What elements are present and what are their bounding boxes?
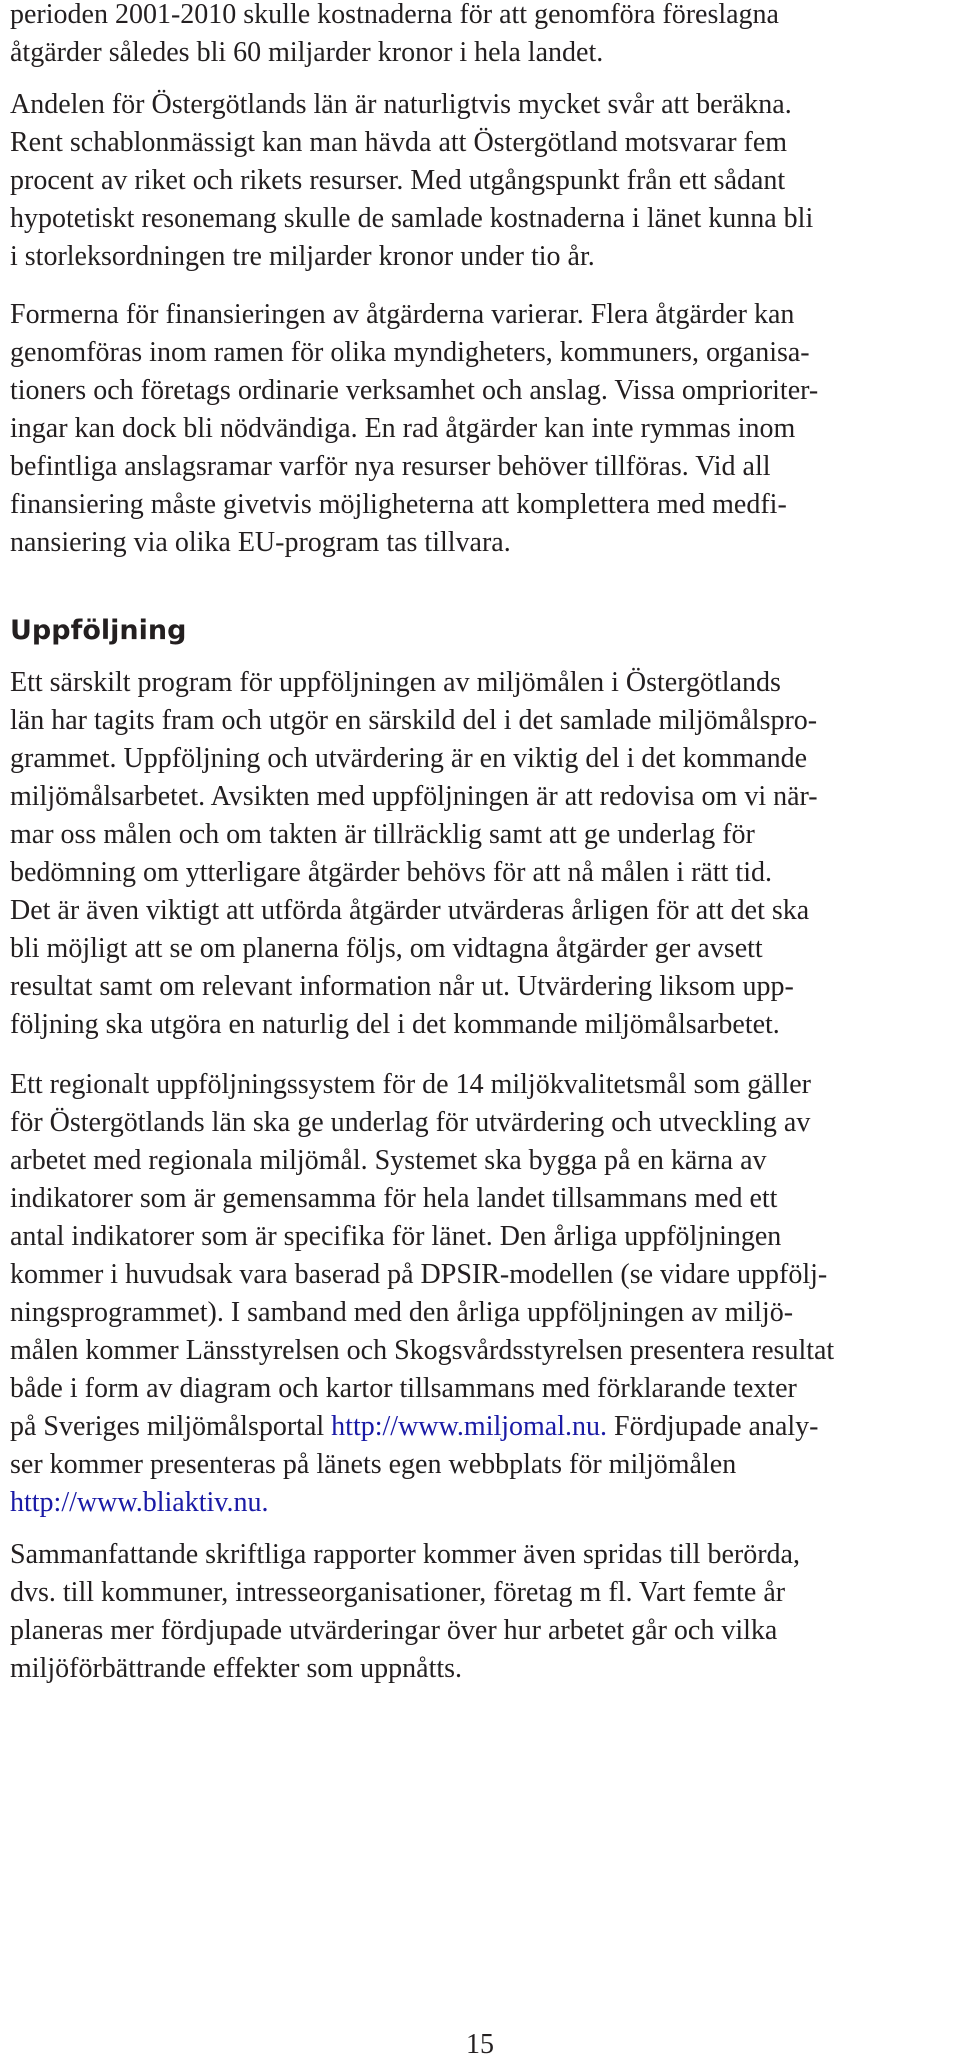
text-line: dvs. till kommuner, intresseorganisationer, företag m fl. Vart femte år <box>10 1577 786 1608</box>
text-line: Formerna för finansieringen av åtgärderna varierar. Flera åtgärder kan <box>10 299 795 330</box>
text-line: ser kommer presenteras på länets egen webbplats för miljömålen <box>10 1449 737 1480</box>
text-line: genomföras inom ramen för olika myndigheters, kommuners, organisa- <box>10 337 810 368</box>
text-line: finansiering måste givetvis möjligheterna att komplettera med medfi- <box>10 489 787 520</box>
text-line: grammet. Uppföljning och utvärdering är en viktig del i det kommande <box>10 743 808 774</box>
page-number: 15 <box>466 2029 494 2060</box>
text-line: följning ska utgöra en naturlig del i det kommande miljömålsarbetet. <box>10 1009 780 1040</box>
text-line: arbetet med regionala miljömål. Systemet ska bygga på en kärna av <box>10 1145 767 1176</box>
paragraph-ostergotland-share <box>10 86 813 276</box>
text-line: ingar kan dock bli nödvändiga. En rad åtgärder kan inte rymmas inom <box>10 413 796 444</box>
text-line: tioners och företags ordinarie verksamhet och anslag. Vissa omprioriter- <box>10 375 819 406</box>
text-line: indikatorer som är gemensamma för hela landet tillsammans med ett <box>10 1183 778 1214</box>
text-line: åtgärder således bli 60 miljarder kronor i hela landet. <box>10 37 604 68</box>
text-line: antal indikatorer som är specifika för länet. Den årliga uppföljningen <box>10 1221 782 1252</box>
text-line: perioden 2001-2010 skulle kostnaderna för att genomföra föreslagna <box>10 0 779 30</box>
text-line: miljöförbättrande effekter som uppnåtts. <box>10 1653 463 1684</box>
text-line: Sammanfattande skriftliga rapporter kommer även spridas till berörda, <box>10 1539 800 1570</box>
text-line: Ett regionalt uppföljningssystem för de 14 miljökvalitetsmål som gäller <box>10 1069 811 1100</box>
text-line: mar oss målen och om takten är tillräcklig samt att ge underlag för <box>10 819 755 850</box>
text-line: planeras mer fördjupade utvärderingar över hur arbetet går och vilka <box>10 1615 778 1646</box>
text-line: Rent schablonmässigt kan man hävda att Östergötland motsvarar fem <box>10 127 788 158</box>
text-line: Det är även viktigt att utförda åtgärder utvärderas årligen för att det ska <box>10 895 810 926</box>
text-line: procent av riket och rikets resurser. Med utgångspunkt från ett sådant <box>10 165 786 196</box>
paragraph-summary-reports <box>10 1536 800 1688</box>
text-line: i storleksordningen tre miljarder kronor under tio år. <box>10 241 595 272</box>
miljomal-link[interactable]: http://www.miljomal.nu. <box>331 1411 608 1442</box>
paragraph-costs-period <box>10 0 779 72</box>
text-line: Andelen för Östergötlands län är naturligtvis mycket svår att beräkna. <box>10 89 792 120</box>
text-line: miljömålsarbetet. Avsikten med uppföljningen är att redovisa om vi när- <box>10 781 818 812</box>
text-line: bli möjligt att se om planerna följs, om vidtagna åtgärder ger avsett <box>10 933 763 964</box>
text-line: för Östergötlands län ska ge underlag för utvärdering och utveckling av <box>10 1107 811 1138</box>
text-segment: Fördjupade analy- <box>607 1411 819 1442</box>
text-line: befintliga anslagsramar varför nya resurser behöver tillföras. Vid all <box>10 451 771 482</box>
text-line: både i form av diagram och kartor tillsammans med förklarande texter <box>10 1373 797 1404</box>
section-heading: Uppföljning <box>10 615 187 646</box>
text-line: bedömning om ytterligare åtgärder behövs för att nå målen i rätt tid. <box>10 857 772 888</box>
text-line: hypotetiskt resonemang skulle de samlade kostnaderna i länet kunna bli <box>10 203 814 234</box>
text-line: nansiering via olika EU-program tas tillvara. <box>10 527 511 558</box>
paragraph-followup-program <box>10 664 818 1044</box>
paragraph-regional-system <box>10 1066 834 1522</box>
text-line: målen kommer Länsstyrelsen och Skogsvårdsstyrelsen presentera resultat <box>10 1335 835 1366</box>
text-line: kommer i huvudsak vara baserad på DPSIR-modellen (se vidare uppfölj- <box>10 1259 828 1290</box>
text-line-with-link <box>10 1408 834 1446</box>
text-line: resultat samt om relevant information når ut. Utvärdering liksom upp- <box>10 971 794 1002</box>
text-segment: på Sveriges miljömålsportal <box>10 1411 332 1442</box>
paragraph-financing <box>10 296 818 562</box>
bliaktiv-link[interactable]: http://www.bliaktiv.nu. <box>10 1487 269 1518</box>
text-line: ningsprogrammet). I samband med den årliga uppföljningen av miljö- <box>10 1297 794 1328</box>
text-line: län har tagits fram och utgör en särskild del i det samlade miljömålspro- <box>10 705 818 736</box>
text-line: Ett särskilt program för uppföljningen av miljömålen i Östergötlands <box>10 667 781 698</box>
text-line-with-link <box>10 1484 834 1522</box>
